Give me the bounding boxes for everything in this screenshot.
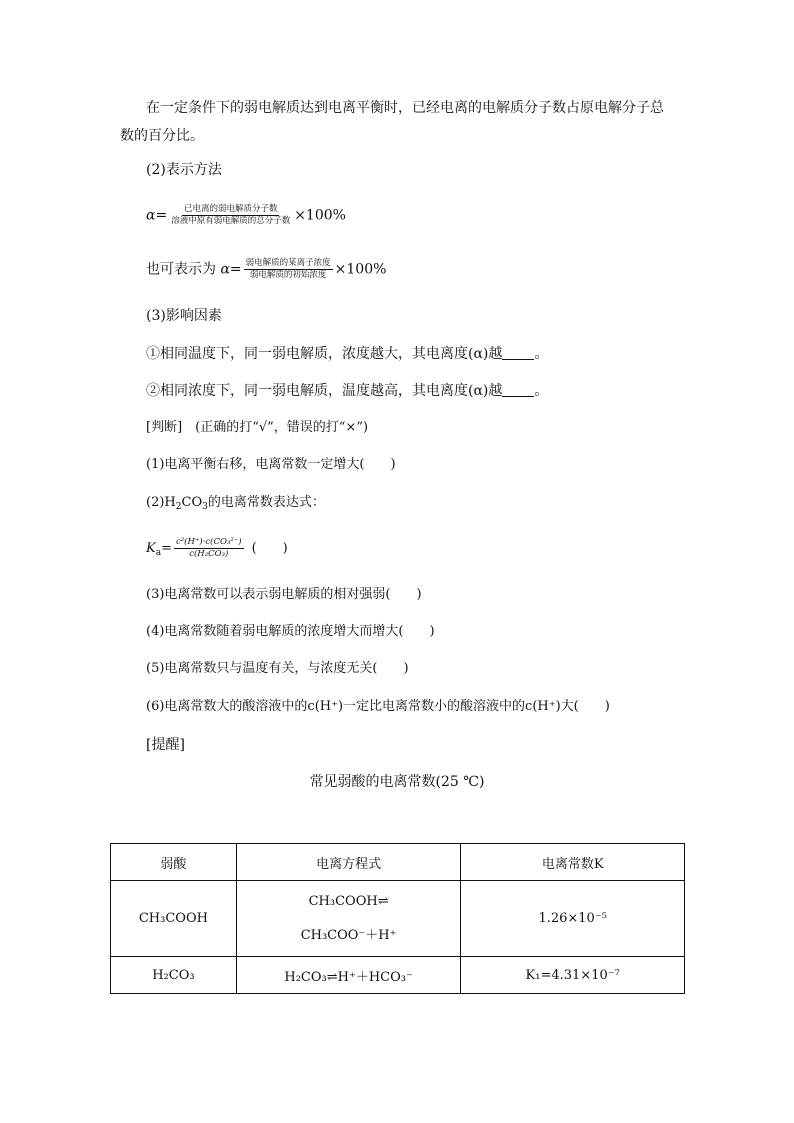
- ka-numerator: c²(H⁺)·c(CO₃²⁻): [176, 537, 242, 547]
- table-header-row: [111, 844, 685, 881]
- formula2-tail: ×100%: [334, 261, 387, 278]
- formula2-lhs: α=: [220, 261, 242, 278]
- judge2-mid: CO: [181, 495, 203, 510]
- ka-tail: ( ): [251, 541, 288, 556]
- judge2-sub2: 3: [202, 502, 208, 512]
- factor1-blank[interactable]: [502, 345, 534, 360]
- header-equation: 电离方程式: [236, 844, 461, 881]
- factor-1: [146, 344, 548, 364]
- judge-item-3: (3)电离常数可以表示弱电解质的相对强弱( ): [146, 587, 422, 602]
- header-acid: 弱酸: [111, 844, 237, 881]
- ka-formula: [146, 537, 288, 563]
- cell-constant: 1.26×10⁻⁵: [461, 881, 685, 957]
- repr-heading: (2)表示方法: [146, 162, 222, 178]
- cell-equation: H₂CO₃⇌H⁺＋HCO₃⁻: [236, 957, 461, 994]
- equation-line-2: CH₃COO⁻＋H⁺: [300, 927, 397, 943]
- factor1-text: ①相同温度下，同一弱电解质，浓度越大，其电离度(α)越: [146, 346, 503, 362]
- formula1-numerator: 已电离的弱电解质分子数: [183, 204, 278, 214]
- table-row: [111, 957, 685, 994]
- factors-heading: (3)影响因素: [146, 308, 222, 324]
- table-caption: 常见弱酸的电离常数(25 ℃): [309, 774, 485, 790]
- weak-acid-table: [110, 843, 685, 994]
- formula2-denominator: 弱电解质的初始浓度: [249, 270, 327, 280]
- table-row: [111, 881, 685, 957]
- formula2-numerator: 弱电解质的某离子浓度: [245, 258, 331, 268]
- intro-paragraph: 在一定条件下的弱电解质达到电离平衡时，已经电离的电解质分子数占原电解分子总数的百分比。: [120, 100, 664, 144]
- factor1-end: 。: [534, 346, 549, 362]
- judge-item-6: (6)电离常数大的酸溶液中的c(H⁺)一定比电离常数小的酸溶液中的c(H⁺)大( ): [146, 699, 610, 714]
- judge-item-1: (1)电离平衡右移，电离常数一定增大( ): [146, 457, 396, 472]
- tip-label: [提醒]: [146, 737, 185, 753]
- header-constant: 电离常数K: [461, 844, 685, 881]
- equation-line-1: CH₃COOH⇌: [308, 893, 389, 909]
- formula-alpha-2: [146, 258, 386, 281]
- factor2-end: 。: [534, 383, 549, 399]
- factor2-text: ②相同浓度下，同一弱电解质，温度越高，其电离度(α)越: [146, 383, 503, 399]
- formula-alpha-1: [146, 204, 346, 227]
- ka-equals: =: [161, 541, 172, 556]
- formula1-fraction: [169, 204, 292, 227]
- formula2-fraction: [244, 258, 333, 281]
- cell-constant: K₁=4.31×10⁻⁷: [461, 957, 685, 994]
- formula1-tail: ×100%: [294, 207, 346, 224]
- ka-subscript: a: [155, 548, 162, 558]
- cell-acid: CH₃COOH: [111, 881, 237, 957]
- judge2-post: 的电离常数表达式：: [207, 495, 325, 510]
- judge2-sub1: 2: [175, 502, 182, 512]
- judge-heading: [判断] (正确的打“√”，错误的打“×”): [146, 420, 369, 435]
- cell-acid: H₂CO₃: [111, 957, 237, 994]
- ka-fraction: [174, 537, 244, 560]
- factor2-blank[interactable]: [502, 382, 534, 397]
- ka-symbol: K: [146, 541, 156, 556]
- formula2-prefix: 也可表示为: [146, 261, 221, 278]
- cell-equation: [236, 881, 461, 957]
- factor-2: [146, 381, 548, 401]
- judge-item-4: (4)电离常数随着弱电解质的浓度增大而增大( ): [146, 624, 435, 639]
- formula1-denominator: 溶液中原有弱电解质的总分子数: [171, 216, 291, 226]
- judge-item-2: [146, 493, 325, 517]
- formula1-lhs: α=: [146, 207, 168, 224]
- ka-denominator: c(H₂CO₃): [189, 549, 229, 559]
- judge-item-5: (5)电离常数只与温度有关，与浓度无关( ): [146, 661, 409, 676]
- judge2-pre: (2)H: [146, 495, 176, 510]
